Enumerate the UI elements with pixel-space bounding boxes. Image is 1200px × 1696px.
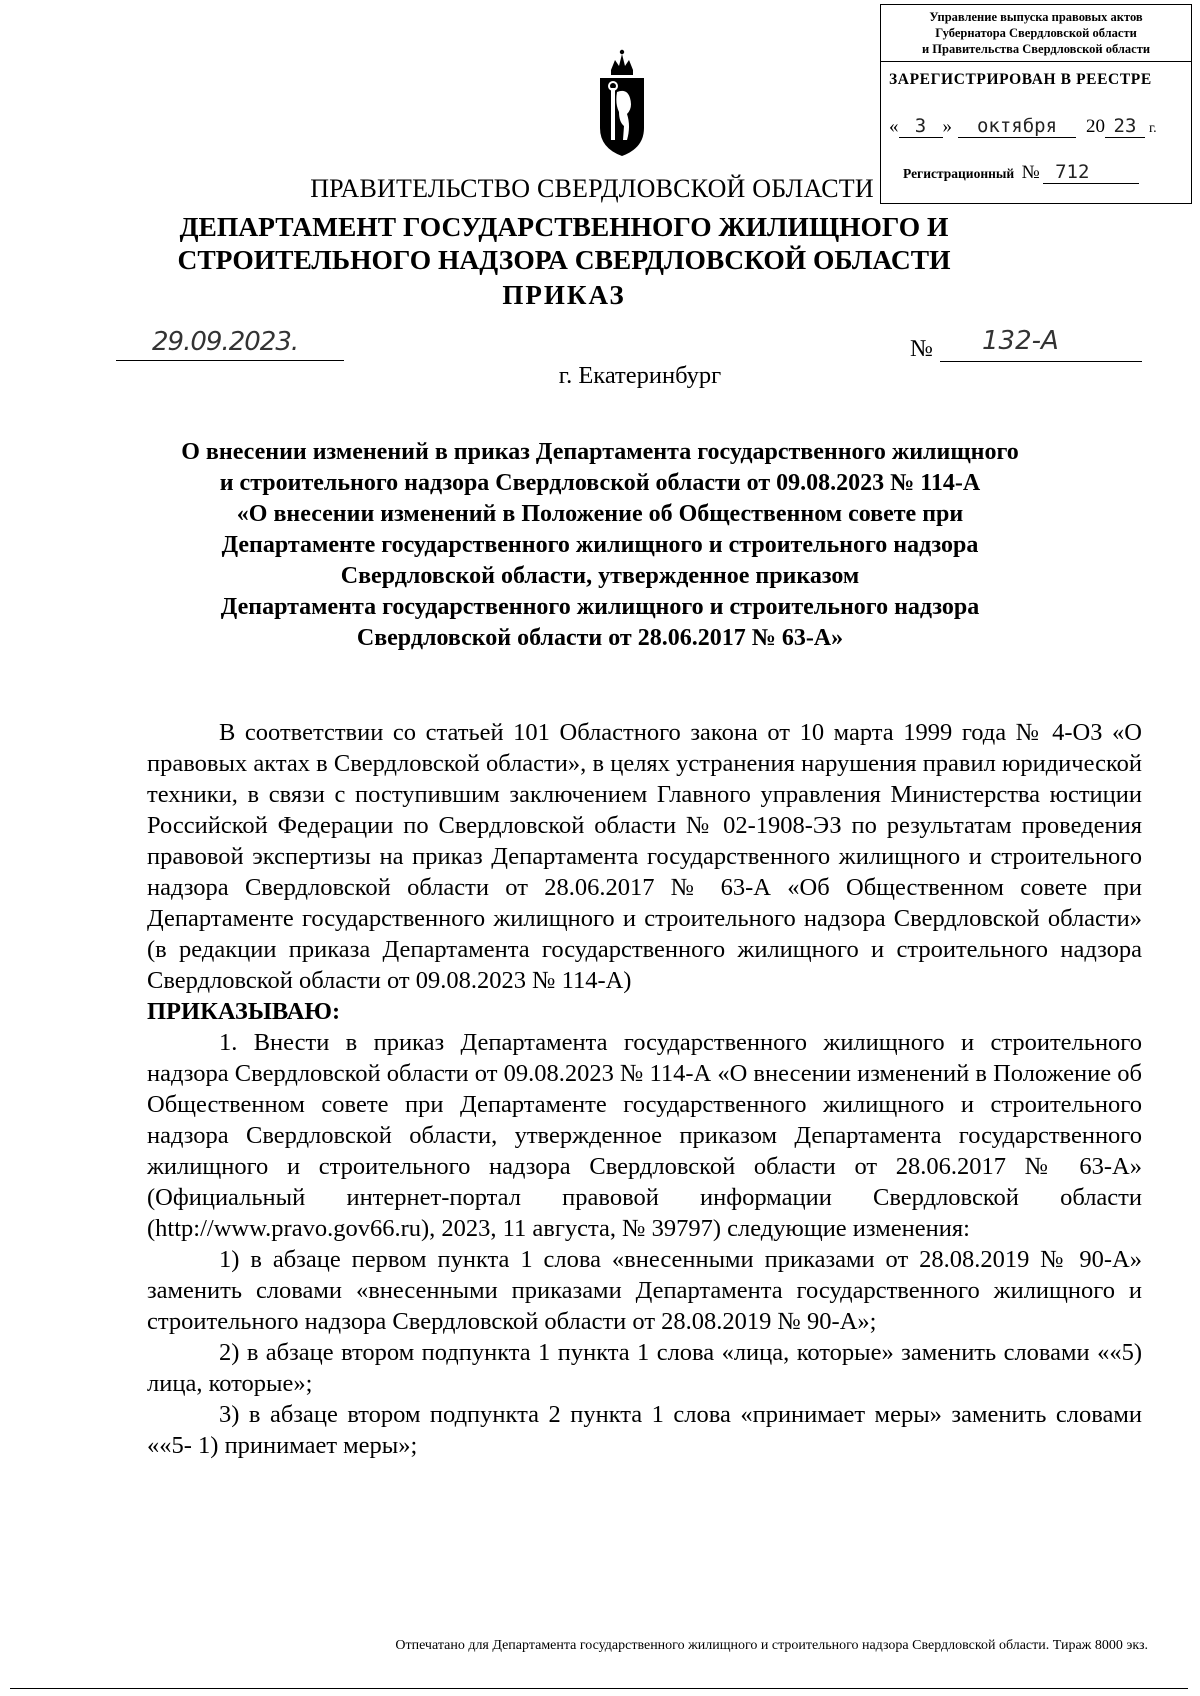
- stamp-date: [889, 115, 1185, 140]
- subitem-1-paragraph: 1) в абзаце первом пункта 1 слова «внесенными приказами от 28.08.2019 № 90-А» заменить словами «внесенными приказами Департамента государственного жилищного и строительного надзора Свердловской области от 28.08.2019 № 90-А»;: [147, 1246, 1142, 1335]
- stamp-header-line: Губернатора Свердловской области: [935, 26, 1137, 40]
- stamp-registered-label: ЗАРЕГИСТРИРОВАН В РЕЕСТРЕ: [889, 71, 1152, 88]
- stamp-header-line: и Правительства Свердловской области: [921, 42, 1151, 56]
- subject-line: Свердловской области, утвержденное приказом: [340, 563, 860, 589]
- stamp-year-suffix: 23: [1105, 115, 1145, 138]
- department-title: [44, 210, 1084, 276]
- subject-line: Свердловской области от 28.06.2017 № 63-А»: [356, 625, 844, 651]
- subject-line: и строительного надзора Свердловской области от 09.08.2023 № 114-А: [219, 470, 981, 496]
- stamp-day: 3: [899, 115, 943, 138]
- document-subject: [130, 437, 1070, 654]
- subject-line: «О внесении изменений в Положение об Общественном совете при: [236, 501, 964, 527]
- government-title: ПРАВИТЕЛЬСТВО СВЕРДЛОВСКОЙ ОБЛАСТИ: [310, 174, 874, 203]
- department-title-line: СТРОИТЕЛЬНОГО НАДЗОРА СВЕРДЛОВСКОЙ ОБЛАСТИ: [177, 244, 951, 275]
- stamp-year-abbr: г.: [1149, 121, 1157, 136]
- item-1-paragraph: 1. Внести в приказ Департамента государственного жилищного и строительного надзора Свердловской области от 09.08.2023 № 114-А «О внесении изменений в Положение об Общественном совете при Департаменте государственного жилищного и строительного надзора Свердловской области, утвержденное приказом Департамента государственного жилищного и строительного надзора Свердловской области от 28.06.2017 № 63-А» (Официальный интернет-портал правовой информации Свердловской области (http://www.pravo.gov66.ru), 2023, 11 августа, № 39797) следующие изменения:: [147, 1029, 1142, 1242]
- order-word: ПРИКАЗЫВАЮ:: [147, 998, 341, 1025]
- stamp-header: [881, 5, 1191, 62]
- document-body: [147, 717, 1142, 1461]
- order-number-sign: №: [910, 336, 933, 362]
- preamble-paragraph: В соответствии со статьей 101 Областного закона от 10 марта 1999 года № 4-ОЗ «О правовых актах в Свердловской области», в целях устранения нарушения правил юридической техники, в связи с поступившим заключением Главного управления Министерства юстиции Российской Федерации по Свердловской области № 02-1908-ЭЗ по результатам проведения правовой экспертизы на приказ Департамента государственного жилищного и строительного надзора Свердловской области от 28.06.2017 № 63-А «Об Общественном совете при Департаменте государственного жилищного и строительного надзора Свердловской области» (в редакции приказа Департамента государственного жилищного и строительного надзора Свердловской области от 09.08.2023 № 114-А): [147, 719, 1142, 994]
- bottom-rule: [10, 1688, 1188, 1689]
- city: г. Екатеринбург: [558, 362, 722, 389]
- subject-line: Департамента государственного жилищного и строительного надзора: [220, 594, 980, 620]
- department-title-line: ДЕПАРТАМЕНТ ГОСУДАРСТВЕННОГО ЖИЛИЩНОГО И: [179, 211, 949, 242]
- order-number-handwritten: 132-А: [982, 326, 1059, 356]
- stamp-header-line: Управление выпуска правовых актов: [929, 10, 1143, 24]
- stamp-quote-close: »: [942, 116, 952, 137]
- stamp-month: октября: [958, 115, 1076, 138]
- subitem-3-paragraph: 3) в абзаце втором подпункта 2 пункта 1 слова «принимает меры» заменить словами ««5- 1) принимает меры»;: [147, 1401, 1142, 1459]
- subject-line: О внесении изменений в приказ Департамента государственного жилищного: [181, 439, 1019, 465]
- subitem-2-paragraph: 2) в абзаце втором подпункта 1 пункта 1 слова «лица, которые» заменить словами ««5) лица, которые»;: [147, 1339, 1142, 1397]
- order-date-line: [116, 360, 344, 361]
- document-type: ПРИКАЗ: [502, 280, 626, 310]
- order-date-handwritten: 29.09.2023.: [152, 327, 299, 357]
- stamp-number-sign: №: [1021, 162, 1040, 183]
- coat-of-arms-icon: [597, 48, 647, 158]
- stamp-year-prefix: 20: [1086, 116, 1105, 137]
- stamp-reg-label: Регистрационный: [903, 166, 1015, 181]
- print-footer: Отпечатано для Департамента государственного жилищного и строительного надзора Свердловской области. Тираж 8000 экз.: [395, 1638, 1148, 1653]
- stamp-reg-number: 712: [1043, 161, 1139, 184]
- stamp-quote-open: «: [889, 116, 899, 137]
- subject-line: Департаменте государственного жилищного и строительного надзора: [221, 532, 979, 558]
